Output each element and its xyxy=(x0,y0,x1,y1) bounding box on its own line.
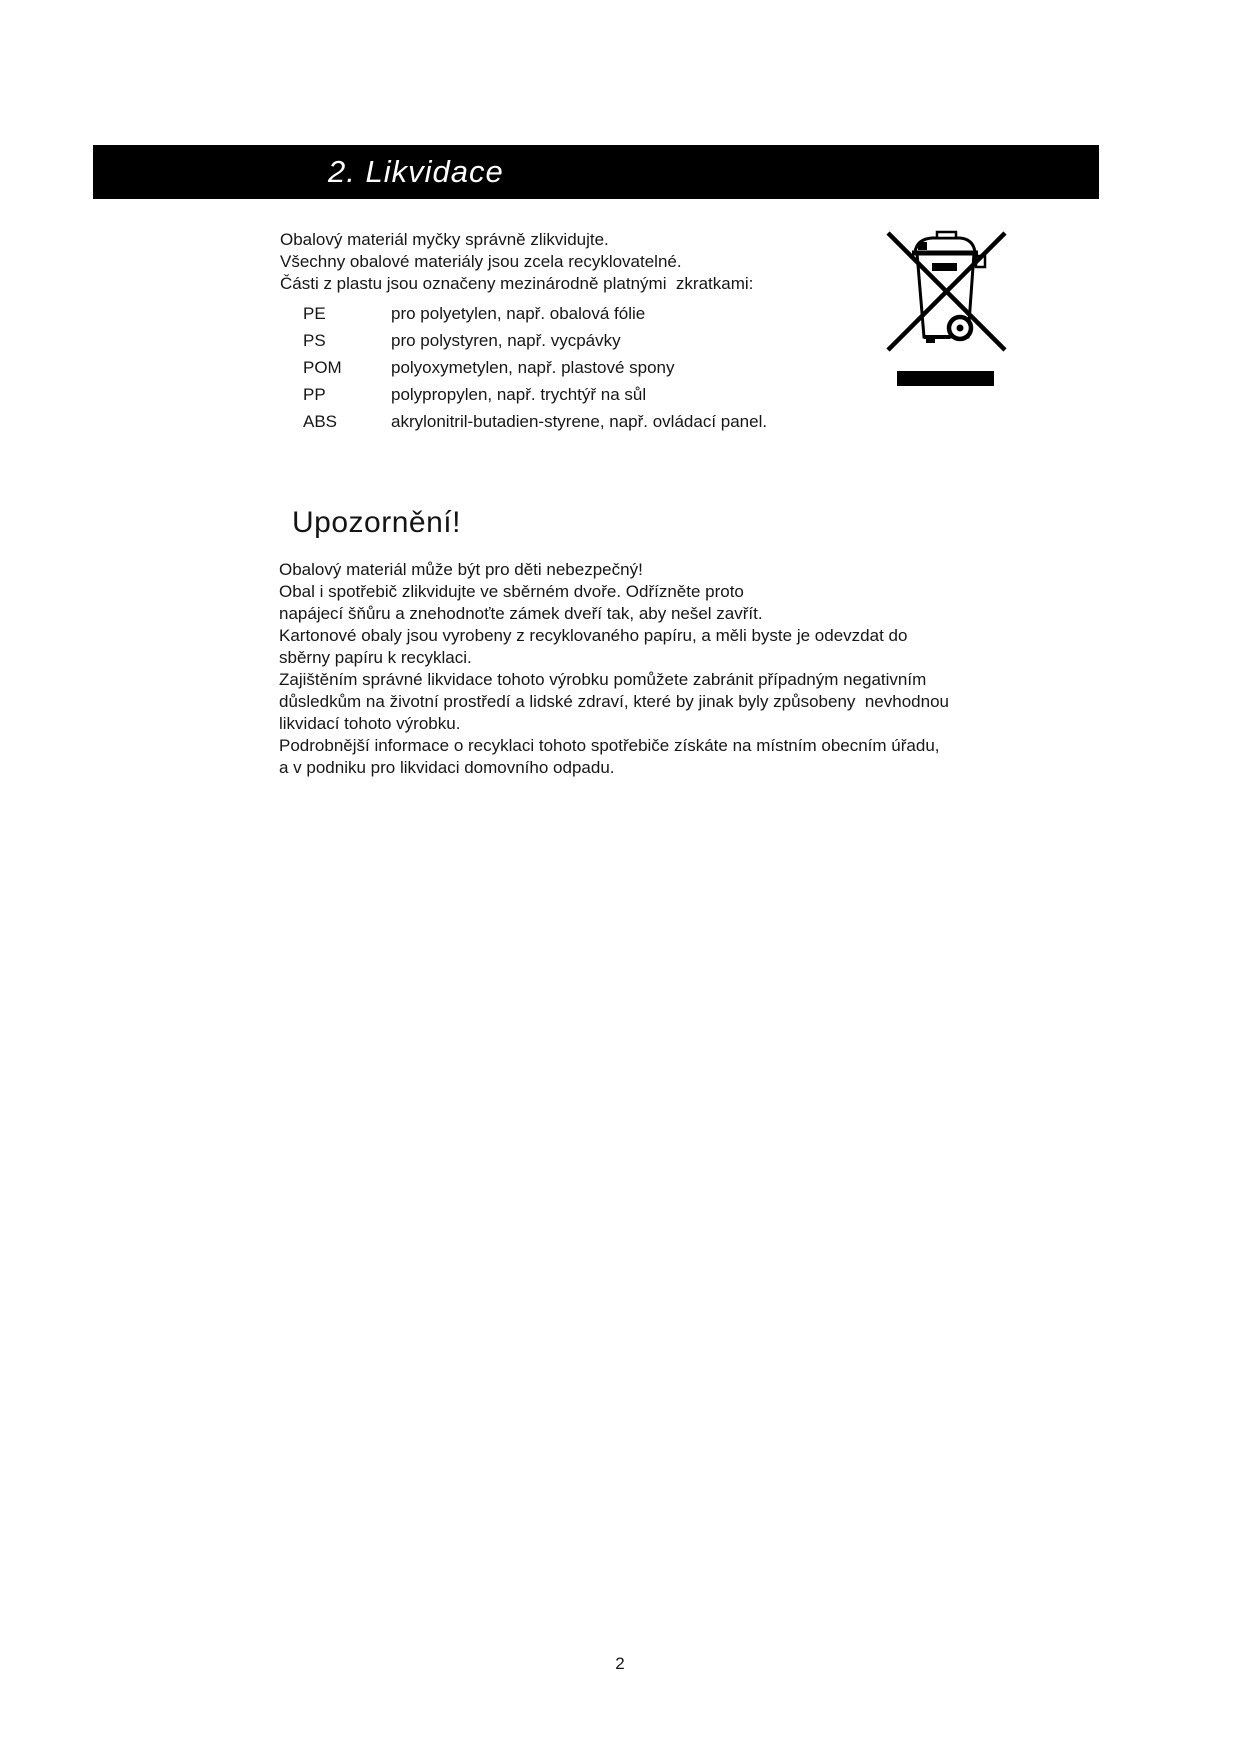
intro-line: Všechny obalové materiály jsou zcela recyklovatelné. xyxy=(280,252,682,271)
warning-line: a v podniku pro likvidaci domovního odpadu. xyxy=(279,758,615,777)
abbreviation-code: ABS xyxy=(303,412,338,431)
weee-crossed-bin-icon xyxy=(884,224,1009,359)
warning-line: napájecí šňůru a znehodnoťte zámek dveří tak, aby nešel zavřít. xyxy=(279,604,763,623)
solid-black-bar xyxy=(897,371,994,386)
abbreviation-description: polyoxymetylen, např. plastové spony xyxy=(391,358,675,377)
abbreviation-code: PP xyxy=(303,385,326,404)
abbreviation-code: PS xyxy=(303,331,326,350)
warning-line: Obal i spotřebič zlikvidujte ve sběrném dvoře. Odřízněte proto xyxy=(279,582,744,601)
list-item xyxy=(303,354,767,381)
warning-line: sběrny papíru k recyklaci. xyxy=(279,648,472,667)
warning-line: Podrobnější informace o recyklaci tohoto spotřebiče získáte na místním obecním úřadu, xyxy=(279,736,940,755)
intro-paragraph xyxy=(280,229,753,295)
section-title: 2. Likvidace xyxy=(328,154,504,189)
section-header-bar xyxy=(93,145,1099,199)
intro-line: Části z plastu jsou označeny mezinárodně platnými zkratkami: xyxy=(280,274,754,293)
warning-heading: Upozornění! xyxy=(292,506,461,539)
warning-line: Zajištěním správné likvidace tohoto výrobku pomůžete zabránit případným negativním xyxy=(279,670,927,689)
abbreviation-description: akrylonitril-butadien-styrene, např. ovládací panel. xyxy=(391,412,768,431)
abbreviation-description: pro polystyren, např. vycpávky xyxy=(391,331,621,350)
list-item xyxy=(303,300,767,327)
abbreviation-code: PE xyxy=(303,304,326,323)
abbreviation-code: POM xyxy=(303,358,342,377)
warning-line: důsledkům na životní prostředí a lidské zdraví, které by jinak byly způsobeny nevhodnou xyxy=(279,692,949,711)
intro-line: Obalový materiál myčky správně zlikvidujte. xyxy=(280,230,609,249)
plastic-abbreviations-list xyxy=(303,300,767,435)
list-item xyxy=(303,327,767,354)
abbreviation-description: pro polyetylen, např. obalová fólie xyxy=(391,304,646,323)
warning-paragraph xyxy=(279,559,949,779)
warning-line: Kartonové obaly jsou vyrobeny z recyklovaného papíru, a měli byste je odevzdat do xyxy=(279,626,908,645)
warning-line: Obalový materiál může být pro děti nebezpečný! xyxy=(279,560,643,579)
list-item xyxy=(303,408,767,435)
warning-line: likvidací tohoto výrobku. xyxy=(279,714,461,733)
abbreviation-description: polypropylen, např. trychtýř na sůl xyxy=(391,385,647,404)
list-item xyxy=(303,381,767,408)
page-number: 2 xyxy=(615,1654,625,1673)
